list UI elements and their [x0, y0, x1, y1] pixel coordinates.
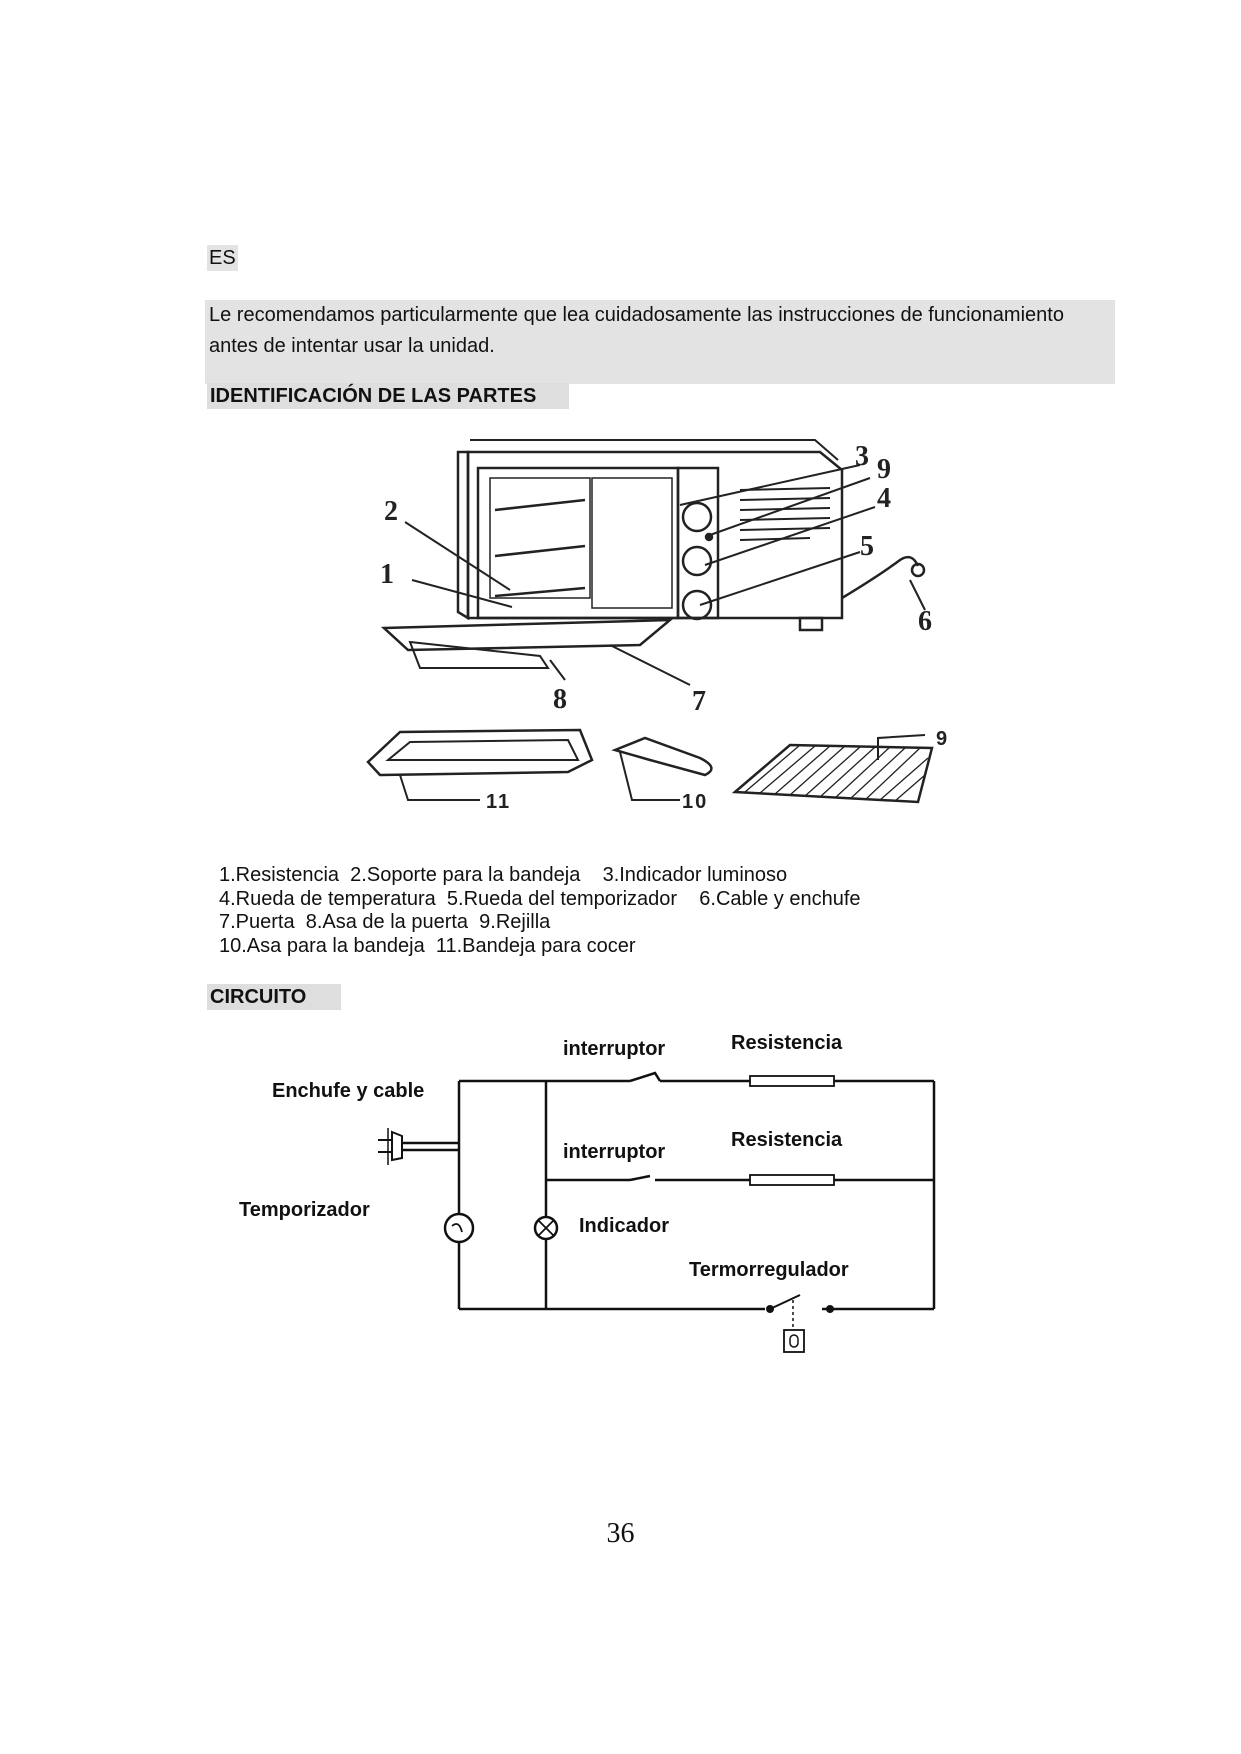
thermostat-sensor-icon: [784, 1330, 804, 1352]
label-thermostat: Termorregulador: [689, 1259, 849, 1281]
circuit-heading: CIRCUITO: [207, 984, 341, 1010]
parts-heading: IDENTIFICACIÓN DE LAS PARTES: [207, 383, 569, 409]
legend-line: 10.Asa para la bandeja 11.Bandeja para cocer: [219, 934, 636, 957]
callout-9-rack: 9: [936, 728, 950, 750]
switch-top-icon: [630, 1073, 660, 1081]
callout-5: 5: [860, 531, 874, 562]
legend-line: 7.Puerta 8.Asa de la puerta 9.Rejilla: [219, 911, 551, 933]
label-switch-mid: interruptor: [563, 1141, 666, 1163]
callout-10: 10: [682, 791, 709, 813]
intro-line-2: antes de intentar usar la unidad.: [209, 335, 495, 357]
label-plug: Enchufe y cable: [272, 1080, 425, 1102]
label-timer: Temporizador: [239, 1199, 370, 1221]
callout-1: 1: [380, 559, 394, 590]
callout-8: 8: [553, 684, 567, 715]
label-resistor-top: Resistencia: [731, 1032, 843, 1054]
thermostat-switch-icon: [770, 1295, 800, 1309]
label-indicator: Indicador: [579, 1215, 670, 1237]
label-resistor-mid: Resistencia: [731, 1129, 843, 1151]
page-number: 36: [606, 1518, 635, 1549]
callout-3: 3: [855, 441, 869, 472]
intro-line-1: Le recomendamos particularmente que lea cuidadosamente las instrucciones de funcionamiento: [209, 304, 1064, 326]
callout-11: 11: [486, 791, 512, 813]
callout-7: 7: [692, 686, 706, 717]
language-tag: ES: [207, 245, 238, 271]
resistor-top-icon: [750, 1076, 834, 1086]
label-switch-top: interruptor: [563, 1038, 666, 1060]
callout-2: 2: [384, 496, 398, 527]
resistor-mid-icon: [750, 1175, 834, 1185]
callout-9-top: 9: [877, 454, 891, 485]
plug-icon: [392, 1132, 402, 1160]
callout-6: 6: [918, 606, 932, 637]
switch-mid-icon: [630, 1176, 660, 1180]
timer-icon: [445, 1214, 473, 1242]
legend-line: 1.Resistencia 2.Soporte para la bandeja 3.Indicador luminoso: [219, 864, 788, 886]
legend-line: 4.Rueda de temperatura 5.Rueda del temporizador 6.Cable y enchufe: [219, 887, 861, 910]
callout-4: 4: [877, 483, 891, 514]
